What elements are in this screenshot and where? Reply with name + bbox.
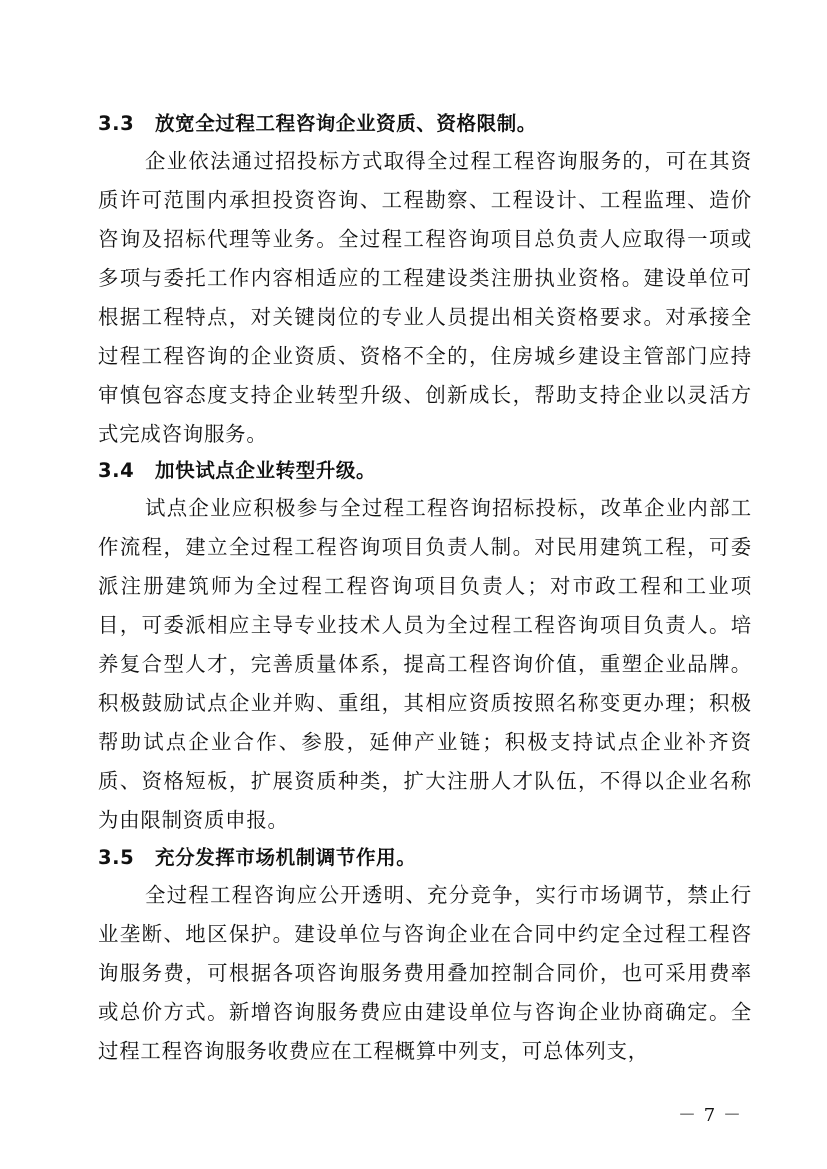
section-body-3-4: 试点企业应积极参与全过程工程咨询招标投标，改革企业内部工作流程，建立全过程工程咨询项目负责人制。对民用建筑工程，可委派注册建筑师为全过程工程咨询项目负责人；对市政工程和工业项目，可委派相应主导专业技术人员为全过程工程咨询项目负责人。培养复合型人才，完善质量体系，提高工程咨询价值，重塑企业品牌。积极鼓励试点企业并购、重组，其相应资质按照名称变更办理；积极帮助试点企业合作、参股，延伸产业链；积极支持试点企业补齐资质、资格短板，扩展资质种类，扩大注册人才队伍，不得以企业名称为由限制资质申报。 [98, 496, 752, 832]
section-title: 放宽全过程工程咨询企业资质、资格限制。 [155, 112, 537, 135]
section-body-3-5: 全过程工程咨询应公开透明、充分竞争，实行市场调节，禁止行业垄断、地区保护。建设单位与咨询企业在合同中约定全过程工程咨询服务费，可根据各项咨询服务费用叠加控制合同价，也可采用费率或总价方式。新增咨询服务费应由建设单位与咨询企业协商确定。全过程工程咨询服务收费应在工程概算中列支，可总体列支， [98, 883, 752, 1063]
section-title: 充分发挥市场机制调节作用。 [155, 846, 417, 869]
section-number: 3.4 [98, 459, 135, 482]
section-heading-3-3 [98, 111, 758, 137]
section-title: 加快试点企业转型升级。 [155, 459, 377, 482]
section-heading-3-4 [98, 458, 758, 484]
section-number: 3.5 [98, 846, 135, 869]
section-number: 3.3 [98, 112, 135, 135]
page-number: － 7 － [678, 1105, 742, 1126]
section-body-3-3: 企业依法通过招投标方式取得全过程工程咨询服务的，可在其资质许可范围内承担投资咨询、工程勘察、工程设计、工程监理、造价咨询及招标代理等业务。全过程工程咨询项目总负责人应取得一项或多项与委托工作内容相适应的工程建设类注册执业资格。建设单位可根据工程特点，对关键岗位的专业人员提出相关资格要求。对承接全过程工程咨询的企业资质、资格不全的，住房城乡建设主管部门应持审慎包容态度支持企业转型升级、创新成长，帮助支持企业以灵活方式完成咨询服务。 [98, 149, 752, 446]
section-heading-3-5 [98, 845, 758, 871]
